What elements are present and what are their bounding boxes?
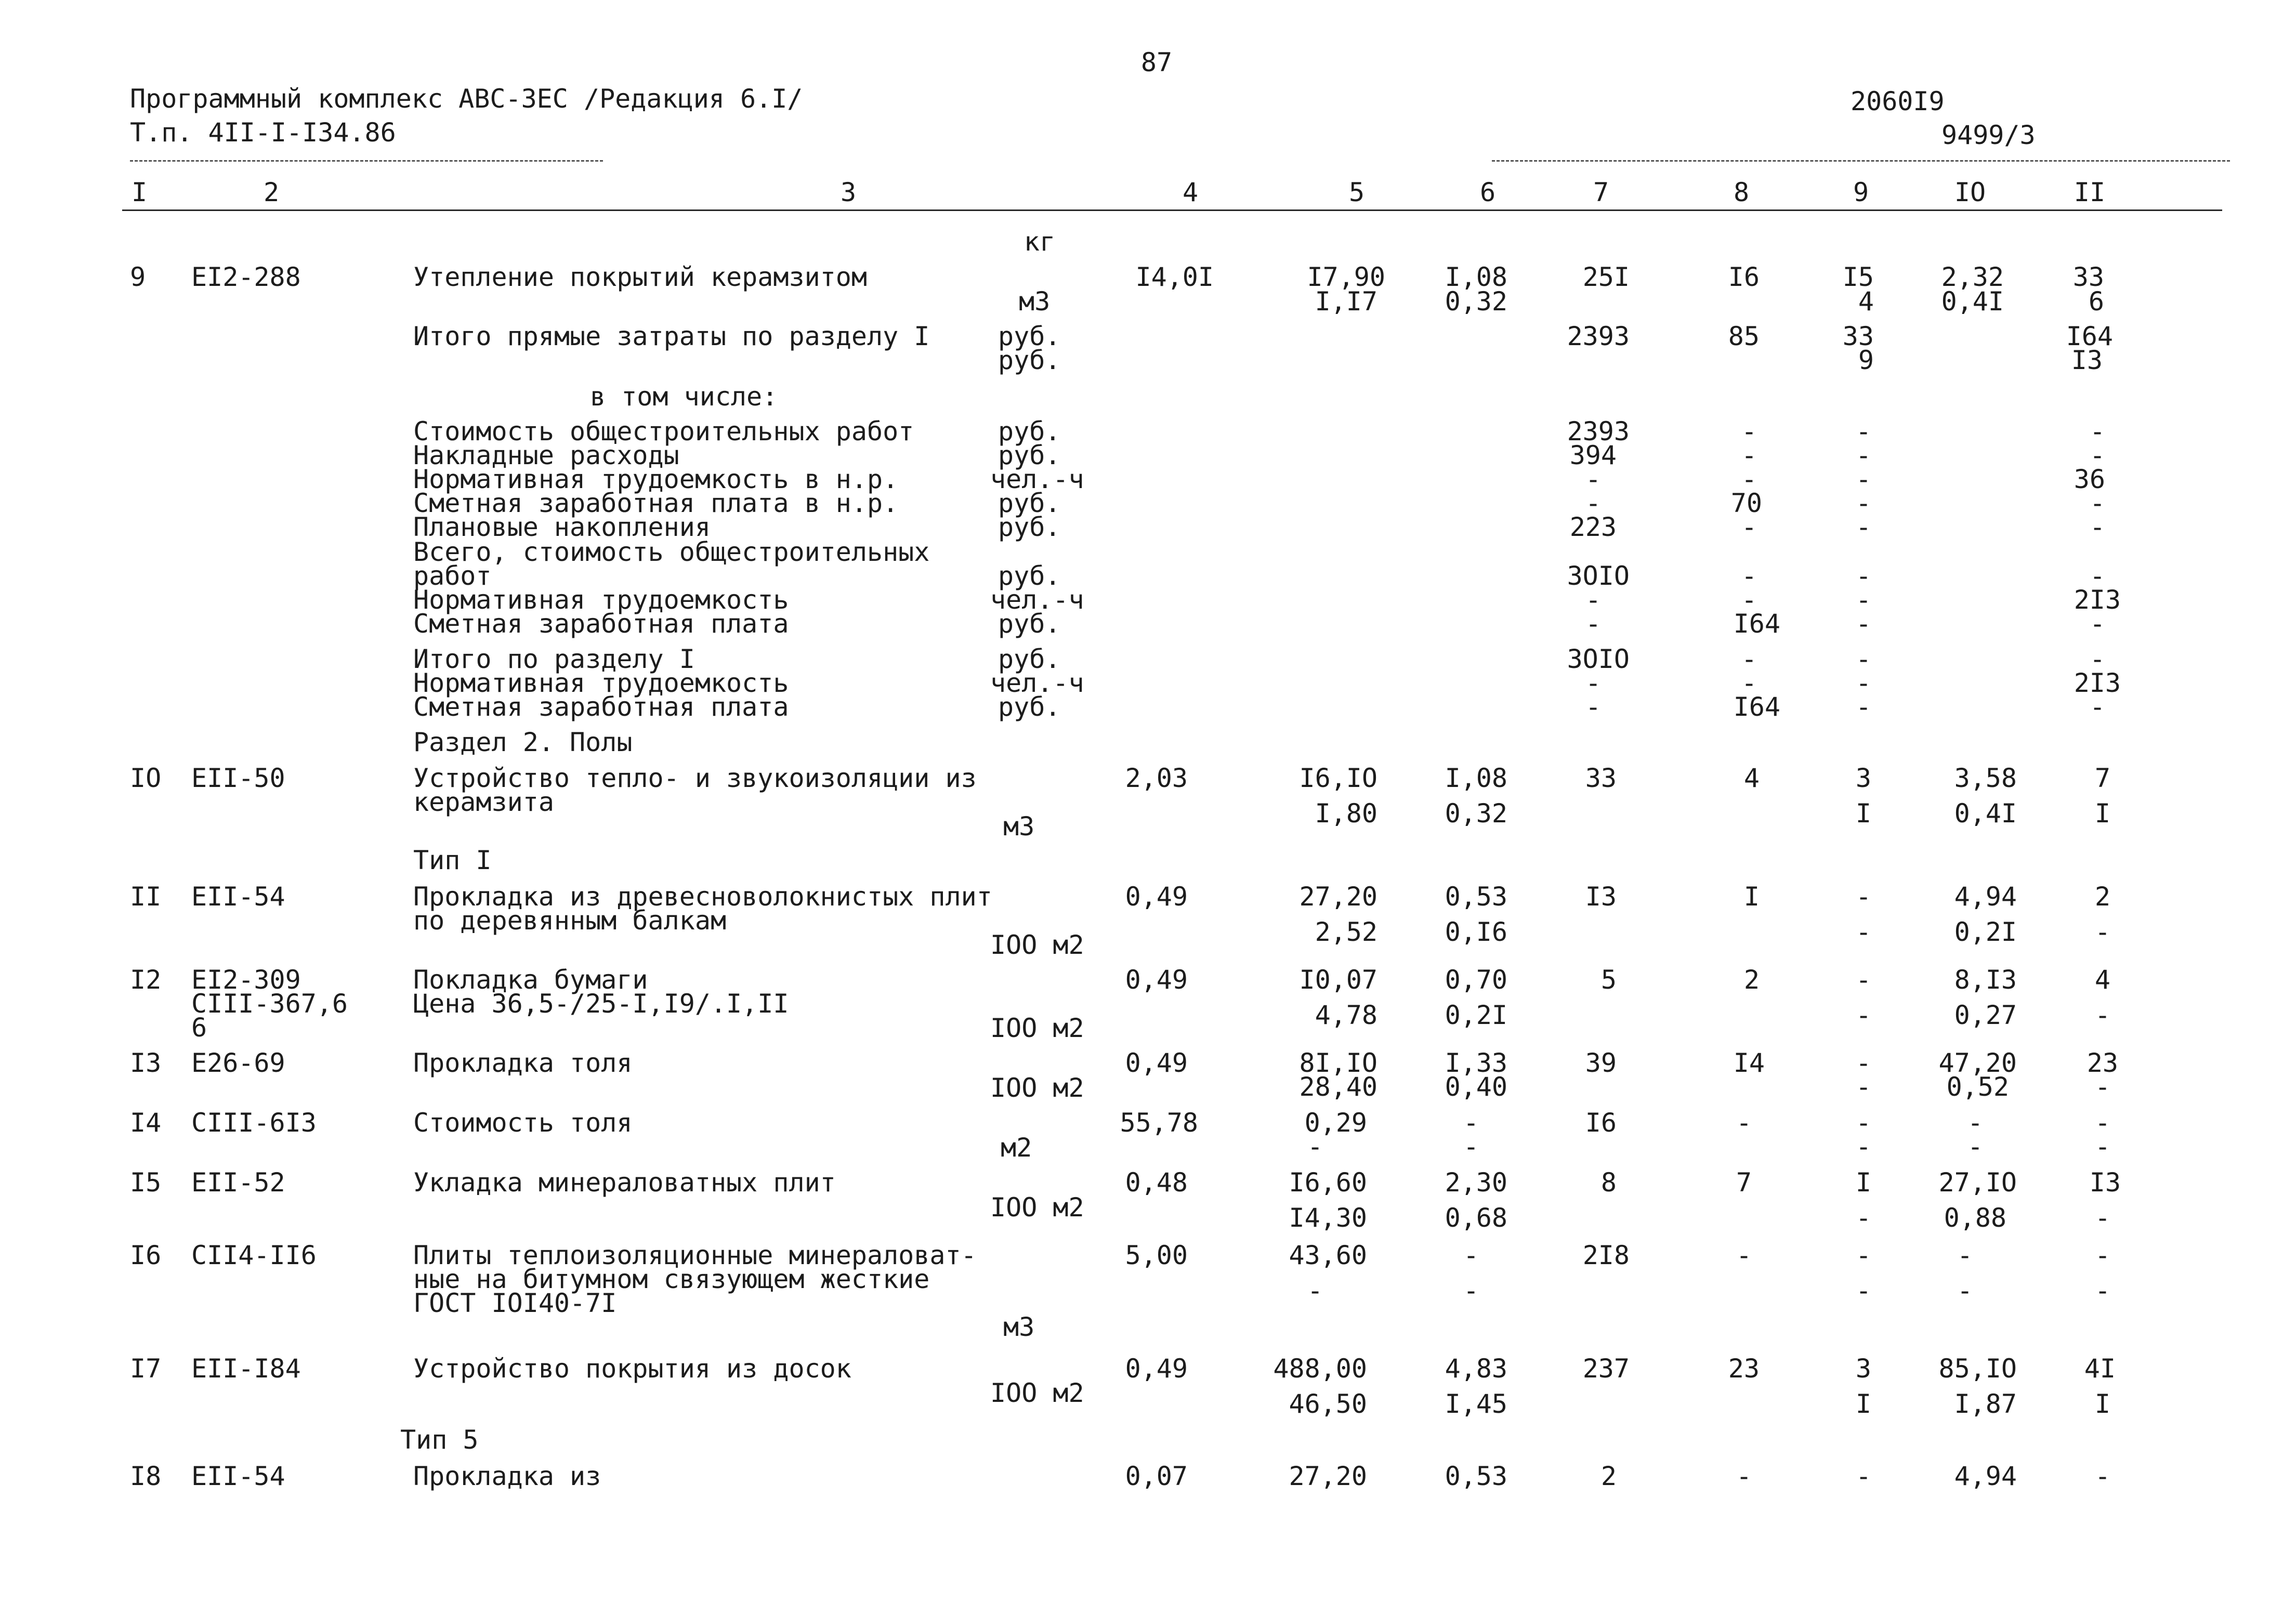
col9-value-2: I xyxy=(1855,1389,1871,1419)
type-heading: Тип 5 xyxy=(400,1425,479,1455)
col9-dash: - xyxy=(1855,440,1872,470)
col7-value: 39 xyxy=(1585,1048,1617,1078)
col9-dash-2: - xyxy=(1855,917,1872,947)
col9-value: I xyxy=(1855,1167,1871,1198)
col11-value: 4I xyxy=(2084,1354,2116,1384)
row-number: I7 xyxy=(130,1354,162,1384)
row-code: E26-69 xyxy=(191,1048,285,1078)
col6-value-2: 0,40 xyxy=(1445,1072,1507,1102)
col8-dash: - xyxy=(1741,416,1757,447)
col7-value: 25I xyxy=(1582,262,1630,292)
col5-value-2: 4,78 xyxy=(1315,1000,1377,1030)
column-header-4: 4 xyxy=(1182,177,1199,207)
row-unit: руб. xyxy=(998,644,1061,674)
col7-dash: - xyxy=(1585,488,1602,518)
col4-value: 0,48 xyxy=(1125,1167,1188,1198)
col8-dash: - xyxy=(1741,440,1757,470)
unit-kg: кг xyxy=(1024,227,1056,257)
col10-value-2: 0,88 xyxy=(1944,1203,2006,1233)
col5-value: I7,90 xyxy=(1307,262,1385,292)
col11-value: 2I3 xyxy=(2074,585,2121,615)
col4-value: 0,49 xyxy=(1125,1048,1188,1078)
col8-value: I xyxy=(1743,882,1760,912)
row-unit: руб. xyxy=(998,488,1061,518)
row-description: Устройство тепло- и звукоизоляции из xyxy=(413,763,977,793)
col7-value: 2393 xyxy=(1567,321,1630,351)
col9-dash: - xyxy=(1855,585,1872,615)
col11-dash: - xyxy=(2089,561,2106,591)
row-description: Укладка минераловатных плит xyxy=(413,1167,836,1198)
row-code: EI2-288 xyxy=(191,262,301,292)
col4-value: 5,00 xyxy=(1125,1240,1188,1270)
col6-value: 0,53 xyxy=(1445,1461,1507,1491)
col8-dash: - xyxy=(1741,512,1757,542)
col8-value: I4 xyxy=(1733,1048,1765,1078)
col4-value: 0,49 xyxy=(1125,1354,1188,1384)
row-unit: м3 xyxy=(1003,811,1035,842)
col11-value-2: I3 xyxy=(2071,345,2103,375)
col7-value: 33 xyxy=(1585,763,1617,793)
col9-value: 3 xyxy=(1855,1354,1871,1384)
row-description: Итого по разделу I xyxy=(413,644,695,674)
row-unit: м3 xyxy=(1019,286,1051,317)
col5-dash: - xyxy=(1307,1276,1323,1306)
row-code: EII-52 xyxy=(191,1167,285,1198)
col4-value: I4,0I xyxy=(1135,262,1214,292)
col9-value-2: 9 xyxy=(1858,345,1874,375)
col6-value: 2,30 xyxy=(1445,1167,1507,1198)
col9-dash: - xyxy=(1855,609,1872,639)
col11-value: 4 xyxy=(2094,965,2110,995)
col11-value: I3 xyxy=(2089,1167,2121,1198)
col10-dash: - xyxy=(1957,1240,1973,1270)
col8-value: 4 xyxy=(1743,763,1760,793)
col10-value: 8,I3 xyxy=(1954,965,2017,995)
col9-dash-2: - xyxy=(1855,1000,1872,1030)
row-number: I2 xyxy=(130,965,162,995)
column-header-2: 2 xyxy=(263,177,280,207)
col9-dash: - xyxy=(1855,561,1872,591)
row-unit: руб. xyxy=(998,561,1061,591)
row-code: CIII-6I3 xyxy=(191,1108,317,1138)
col8-value: 2 xyxy=(1743,965,1760,995)
row-description: Нормативная трудоемкость в н.р. xyxy=(413,464,899,494)
row-code: EI2-309 xyxy=(191,965,301,995)
row-number: I4 xyxy=(130,1108,162,1138)
col7-value: 5 xyxy=(1600,965,1617,995)
col8-dash: - xyxy=(1736,1240,1752,1270)
row-code: EII-I84 xyxy=(191,1354,301,1384)
col5-value-2: 28,40 xyxy=(1299,1072,1377,1102)
col9-value-2: 4 xyxy=(1858,286,1874,317)
row-description-2: Цена 36,5-/25-I,I9/.I,II xyxy=(413,989,789,1019)
row-unit: м3 xyxy=(1003,1312,1035,1342)
row-description: Сметная заработная плата в н.р. xyxy=(413,488,899,518)
column-header-7: 7 xyxy=(1593,177,1609,207)
col4-value: 0,07 xyxy=(1125,1461,1188,1491)
col6-dash-2: - xyxy=(1463,1276,1479,1306)
column-header-8: 8 xyxy=(1733,177,1750,207)
col6-value-2: I,45 xyxy=(1445,1389,1507,1419)
col10-value-2: 0,27 xyxy=(1954,1000,2017,1030)
col5-value: I6,IO xyxy=(1299,763,1377,793)
col6-value: 4,83 xyxy=(1445,1354,1507,1384)
column-header-9: 9 xyxy=(1853,177,1869,207)
col7-value: I3 xyxy=(1585,882,1617,912)
col9-dash: - xyxy=(1855,1461,1872,1491)
col8-value: 23 xyxy=(1728,1354,1760,1384)
col6-value: I,33 xyxy=(1445,1048,1507,1078)
row-description-2: по деревянным балкам xyxy=(413,905,727,936)
col11-value: 7 xyxy=(2094,763,2110,793)
col6-value: I,08 xyxy=(1445,262,1507,292)
row-description: Утепление покрытий керамзитом xyxy=(413,262,867,292)
col7-value: 3OIO xyxy=(1567,561,1630,591)
col5-value: I0,07 xyxy=(1299,965,1377,995)
col11-value: 2I3 xyxy=(2074,668,2121,698)
col9-dash: - xyxy=(1855,668,1872,698)
col9-dash: - xyxy=(1855,416,1872,447)
col7-dash: - xyxy=(1585,585,1602,615)
col8-dash: - xyxy=(1741,668,1757,698)
col11-dash: - xyxy=(2094,1461,2111,1491)
col9-value-2: I xyxy=(1855,798,1871,829)
document-number: 9499/3 xyxy=(1941,120,2036,150)
col9-value: 33 xyxy=(1842,321,1874,351)
col5-value: 488,00 xyxy=(1273,1354,1367,1384)
col4-value: 0,49 xyxy=(1125,965,1188,995)
col5-value: 43,60 xyxy=(1289,1240,1367,1270)
col9-dash: - xyxy=(1855,488,1872,518)
col9-dash-2: - xyxy=(1855,1072,1872,1102)
col8-value: 85 xyxy=(1728,321,1760,351)
row-description: Сметная заработная плата xyxy=(413,692,789,722)
col9-dash: - xyxy=(1855,644,1872,674)
col11-dash: - xyxy=(2089,644,2106,674)
col6-value-2: 0,2I xyxy=(1445,1000,1507,1030)
row-code-3: 6 xyxy=(191,1013,207,1043)
column-header-3: 3 xyxy=(840,177,857,207)
project-code: Т.п. 4II-I-I34.86 xyxy=(130,117,396,148)
column-header-1: I xyxy=(131,177,148,207)
col4-value: 55,78 xyxy=(1120,1108,1198,1138)
col8-value: I6 xyxy=(1728,262,1760,292)
row-description: Прокладка толя xyxy=(413,1048,633,1078)
col10-value: 27,IO xyxy=(1938,1167,2017,1198)
row-description: Нормативная трудоемкость xyxy=(413,585,789,615)
row-unit: чел.-ч xyxy=(990,668,1084,698)
col7-dash: - xyxy=(1585,464,1602,494)
row-number: I8 xyxy=(130,1461,162,1491)
col11-value-2: I xyxy=(2094,798,2110,829)
row-description: Прокладка из древесноволокнистых плит xyxy=(413,882,992,912)
row-unit: руб. xyxy=(998,416,1061,447)
col8-dash: - xyxy=(1736,1108,1752,1138)
col9-value: 3 xyxy=(1855,763,1871,793)
col7-value: 8 xyxy=(1600,1167,1617,1198)
col10-dash-2: - xyxy=(1967,1132,1984,1162)
col9-dash: - xyxy=(1855,1203,1872,1233)
row-description: Стоимость толя xyxy=(413,1108,633,1138)
col9-dash: - xyxy=(1855,512,1872,542)
col11-dash: - xyxy=(2089,488,2106,518)
col6-value: 0,53 xyxy=(1445,882,1507,912)
col11-dash: - xyxy=(2094,1000,2111,1030)
row-unit: IOO м2 xyxy=(990,1013,1084,1043)
row-description-2: работ xyxy=(413,561,492,591)
col7-value: 394 xyxy=(1569,440,1617,470)
col5-value: 0,29 xyxy=(1304,1108,1367,1138)
col11-dash: - xyxy=(2089,416,2106,447)
col5-value: 8I,IO xyxy=(1299,1048,1377,1078)
col5-value-2: I4,30 xyxy=(1289,1203,1367,1233)
col10-value: 85,IO xyxy=(1938,1354,2017,1384)
col11-dash: - xyxy=(2094,917,2111,947)
row-code-2: CIII-367,6 xyxy=(191,989,348,1019)
col10-value-2: 0,4I xyxy=(1954,798,2017,829)
col4-value: 0,49 xyxy=(1125,882,1188,912)
row-number: 9 xyxy=(130,262,146,292)
column-header-6: 6 xyxy=(1479,177,1496,207)
col7-value: 223 xyxy=(1569,512,1617,542)
col11-dash: - xyxy=(2094,1240,2111,1270)
col11-dash: - xyxy=(2094,1072,2111,1102)
column-header-10: IO xyxy=(1954,177,1986,207)
col7-value: 3OIO xyxy=(1567,644,1630,674)
col11-dash: - xyxy=(2094,1203,2111,1233)
col7-value: 2393 xyxy=(1567,416,1630,447)
row-unit: руб. xyxy=(998,609,1061,639)
col8-value: I64 xyxy=(1733,692,1780,722)
type-heading: Тип I xyxy=(413,845,492,875)
col10-value: 4,94 xyxy=(1954,1461,2017,1491)
row-number: IO xyxy=(130,763,162,793)
row-code: EII-50 xyxy=(191,763,285,793)
col5-value-2: 46,50 xyxy=(1289,1389,1367,1419)
column-header-underline xyxy=(122,209,2222,211)
col7-dash: - xyxy=(1585,668,1602,698)
row-unit: чел.-ч xyxy=(990,585,1084,615)
col8-dash: - xyxy=(1741,464,1757,494)
col5-dash: - xyxy=(1307,1132,1323,1162)
col11-value: 33 xyxy=(2072,262,2104,292)
col8-value: I64 xyxy=(1733,609,1780,639)
col10-value: 3,58 xyxy=(1954,763,2017,793)
col5-value-2: 2,52 xyxy=(1315,917,1377,947)
col7-value: 2 xyxy=(1600,1461,1617,1491)
col5-value: 27,20 xyxy=(1299,882,1377,912)
col11-dash: - xyxy=(2089,692,2106,722)
including-label: в том числе: xyxy=(590,382,778,412)
col7-value: 237 xyxy=(1582,1354,1630,1384)
col5-value: 27,20 xyxy=(1289,1461,1367,1491)
row-unit: м2 xyxy=(1001,1133,1032,1163)
col8-dash: - xyxy=(1741,644,1757,674)
row-unit: IOO м2 xyxy=(990,930,1084,960)
row-unit: IOO м2 xyxy=(990,1073,1084,1103)
row-unit: IOO м2 xyxy=(990,1192,1084,1223)
col6-value-2: 0,32 xyxy=(1445,798,1507,829)
col7-dash: - xyxy=(1585,609,1602,639)
col11-dash: - xyxy=(2089,440,2106,470)
col11-dash: - xyxy=(2089,512,2106,542)
row-number: II xyxy=(130,882,162,912)
row-unit: руб. xyxy=(998,512,1061,542)
row-description: Нормативная трудоемкость xyxy=(413,668,789,698)
row-number: I6 xyxy=(130,1240,162,1270)
col9-dash: - xyxy=(1855,692,1872,722)
col10-value: 2,32 xyxy=(1941,262,2004,292)
col10-value-2: 0,52 xyxy=(1946,1072,2009,1102)
col10-dash-2: - xyxy=(1957,1276,1973,1306)
col8-dash: - xyxy=(1741,561,1757,591)
col9-dash-2: - xyxy=(1855,1276,1872,1306)
col6-value-2: 0,32 xyxy=(1445,286,1507,317)
row-description-2: керамзита xyxy=(413,787,554,817)
program-title: Программный комплекс АВС-ЗЕС /Редакция 6.I/ xyxy=(130,84,803,114)
col10-value-2: 0,2I xyxy=(1954,917,2017,947)
col9-value: I5 xyxy=(1842,262,1874,292)
col10-dash: - xyxy=(1967,1108,1984,1138)
row-unit-2: руб. xyxy=(998,345,1061,375)
document-code: 2060I9 xyxy=(1851,86,1945,116)
col9-dash: - xyxy=(1855,464,1872,494)
col11-value-2: 6 xyxy=(2088,286,2104,317)
col11-dash: - xyxy=(2089,609,2106,639)
header-divider-right xyxy=(1492,160,2230,162)
row-unit: IOO м2 xyxy=(990,1378,1084,1408)
page-number: 87 xyxy=(1140,47,1173,77)
col4-value: 2,03 xyxy=(1125,763,1188,793)
row-code: CII4-II6 xyxy=(191,1240,317,1270)
row-description: Плановые накопления xyxy=(413,512,711,542)
col6-dash: - xyxy=(1463,1108,1479,1138)
header-divider-left xyxy=(130,160,603,162)
col11-value-2: I xyxy=(2094,1389,2110,1419)
col11-dash-2: - xyxy=(2094,1276,2111,1306)
col8-dash: - xyxy=(1736,1461,1752,1491)
col9-dash-2: - xyxy=(1855,1132,1872,1162)
row-unit: руб. xyxy=(998,321,1061,351)
row-description: Покладка бумаги xyxy=(413,965,648,995)
col10-value-2: 0,4I xyxy=(1941,286,2004,317)
col6-value: I,08 xyxy=(1445,763,1507,793)
row-unit: руб. xyxy=(998,692,1061,722)
col6-value-2: 0,I6 xyxy=(1445,917,1507,947)
col8-dash: - xyxy=(1741,585,1757,615)
col5-value-2: I,80 xyxy=(1315,798,1377,829)
col8-value: 7 xyxy=(1736,1167,1752,1198)
row-description: Прокладка из xyxy=(413,1461,601,1491)
row-code: EII-54 xyxy=(191,1461,285,1491)
col8-value: 70 xyxy=(1730,488,1762,518)
col11-value: I64 xyxy=(2066,321,2113,351)
row-description-3: ГОСТ IOI40-7I xyxy=(413,1288,617,1318)
col9-dash: - xyxy=(1855,965,1872,995)
col7-dash: - xyxy=(1585,692,1602,722)
col11-value: 2 xyxy=(2094,882,2110,912)
section-heading: Раздел 2. Полы xyxy=(413,727,633,757)
col9-dash: - xyxy=(1855,1048,1872,1078)
column-header-5: 5 xyxy=(1348,177,1365,207)
row-description: Устройство покрытия из досок xyxy=(413,1354,851,1384)
row-description-2: ные на битумном связующем жесткие xyxy=(413,1264,930,1294)
column-header-11: II xyxy=(2074,177,2106,207)
row-description: Плиты теплоизоляционные минераловат- xyxy=(413,1240,977,1270)
col5-value: I6,60 xyxy=(1289,1167,1367,1198)
row-number: I3 xyxy=(130,1048,162,1078)
row-unit: чел.-ч xyxy=(990,464,1084,494)
col6-dash: - xyxy=(1463,1240,1479,1270)
row-description: Сметная заработная плата xyxy=(413,609,789,639)
col11-value: 23 xyxy=(2087,1048,2118,1078)
row-description: Всего, стоимость общестроительных xyxy=(413,537,930,567)
col7-value: I6 xyxy=(1585,1108,1617,1138)
col9-dash: - xyxy=(1855,882,1872,912)
row-unit: руб. xyxy=(998,440,1061,470)
col7-value: 2I8 xyxy=(1582,1240,1630,1270)
row-description: Итого прямые затраты по разделу I xyxy=(413,321,930,351)
col10-value: 4,94 xyxy=(1954,882,2017,912)
row-number: I5 xyxy=(130,1167,162,1198)
row-description: Накладные расходы xyxy=(413,440,679,470)
row-code: EII-54 xyxy=(191,882,285,912)
col6-dash-2: - xyxy=(1463,1132,1479,1162)
col9-dash: - xyxy=(1855,1108,1872,1138)
col5-value-2: I,I7 xyxy=(1315,286,1377,317)
col6-value: 0,70 xyxy=(1445,965,1507,995)
col11-dash: - xyxy=(2094,1108,2111,1138)
col10-value: 47,20 xyxy=(1938,1048,2017,1078)
col10-value-2: I,87 xyxy=(1954,1389,2017,1419)
col6-value-2: 0,68 xyxy=(1445,1203,1507,1233)
col9-dash: - xyxy=(1855,1240,1872,1270)
col11-dash-2: - xyxy=(2094,1132,2111,1162)
row-description: Стоимость общестроительных работ xyxy=(413,416,914,447)
col11-value: 36 xyxy=(2074,464,2105,494)
